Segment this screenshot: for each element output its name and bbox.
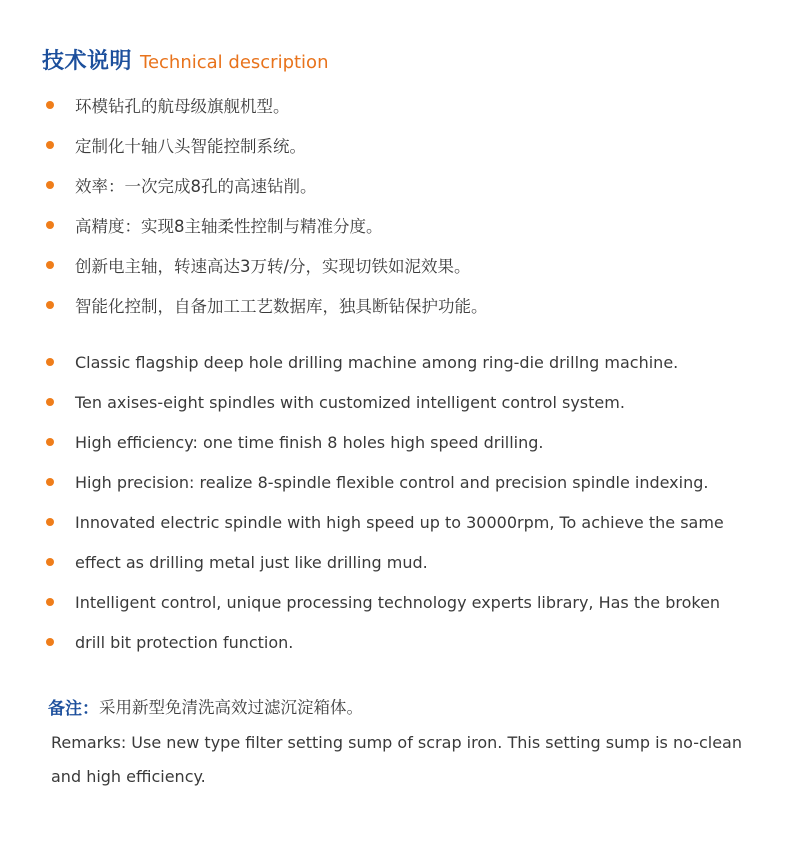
list-item	[46, 205, 766, 245]
bullet-dot-icon	[46, 438, 54, 446]
bullet-dot-icon	[46, 598, 54, 606]
list-item	[46, 342, 766, 382]
remarks-english-text: Remarks: Use new type filter setting sump of scrap iron. This setting sump is no-clean and high efficiency.	[51, 733, 742, 786]
list-item	[46, 125, 766, 165]
section-heading	[42, 44, 328, 78]
bullet-dot-icon	[46, 261, 54, 269]
bullet-dot-icon	[46, 141, 54, 149]
list-item-text: drill bit protection function.	[75, 632, 294, 652]
list-item	[46, 245, 766, 285]
bullet-dot-icon	[46, 358, 54, 366]
bullet-dot-icon	[46, 181, 54, 189]
bullet-dot-icon	[46, 518, 54, 526]
list-item	[46, 542, 766, 582]
list-item	[46, 285, 766, 325]
list-item	[46, 622, 766, 662]
bullet-dot-icon	[46, 101, 54, 109]
list-item-text: effect as drilling metal just like drilling mud.	[75, 552, 428, 572]
list-item	[46, 462, 766, 502]
bullet-dot-icon	[46, 301, 54, 309]
heading-english: Technical description	[140, 52, 329, 73]
list-item	[46, 502, 766, 542]
list-item-text: 高精度：实现8主轴柔性控制与精准分度。	[75, 217, 383, 236]
list-item	[46, 582, 766, 622]
list-item-text: High precision: realize 8-spindle flexible control and precision spindle indexing.	[75, 472, 709, 492]
list-item-text: 环模钻孔的航母级旗舰机型。	[75, 97, 290, 116]
list-item-text: 智能化控制，自备加工工艺数据库，独具断钻保护功能。	[75, 297, 488, 316]
list-item-text: Intelligent control, unique processing technology experts library, Has the broken	[75, 592, 721, 612]
remarks-label: 备注：	[48, 698, 99, 719]
list-item-text: Classic flagship deep hole drilling machine among ring-die drillng machine.	[75, 352, 679, 372]
list-item-text: Ten axises-eight spindles with customized intelligent control system.	[75, 392, 625, 412]
list-item-text: 创新电主轴，转速高达3万转/分，实现切铁如泥效果。	[75, 257, 471, 276]
list-item-text: 效率：一次完成8孔的高速钻削。	[75, 177, 317, 196]
bullet-dot-icon	[46, 478, 54, 486]
list-item	[46, 85, 766, 125]
bullet-dot-icon	[46, 398, 54, 406]
bullet-dot-icon	[46, 221, 54, 229]
heading-chinese: 技术说明	[42, 49, 133, 74]
list-item-text: High efficiency: one time finish 8 holes high speed drilling.	[75, 432, 544, 452]
list-item	[46, 382, 766, 422]
bullet-dot-icon	[46, 558, 54, 566]
remarks-chinese-text: 采用新型免清洗高效过滤沉淀箱体。	[99, 698, 363, 717]
remarks-chinese	[48, 688, 363, 724]
list-item	[46, 422, 766, 462]
list-item-text: Innovated electric spindle with high speed up to 30000rpm, To achieve the same	[75, 512, 724, 532]
bullet-dot-icon	[46, 638, 54, 646]
list-item	[46, 165, 766, 205]
list-item-text: 定制化十轴八头智能控制系统。	[75, 137, 306, 156]
